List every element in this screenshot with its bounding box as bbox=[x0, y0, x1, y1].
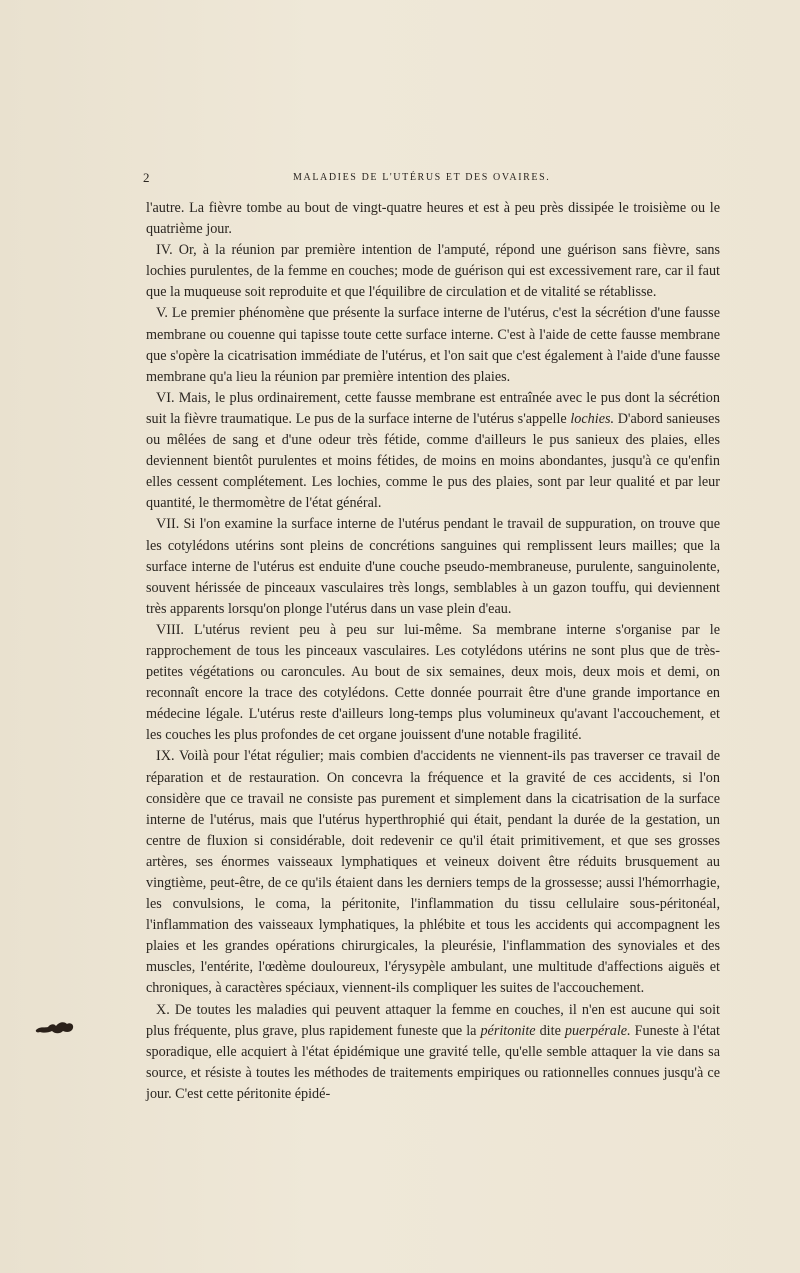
paragraph-x bbox=[146, 1000, 720, 1105]
paragraph-x-text-3: Funeste à l'état sporadique, elle acquiert à l'état épidémique une gravité telle, qu'elle semble attaquer la vie dans sa source, et résiste à toutes les méthodes de traitements empiriques ou rationnelles connues jusqu'à ce jour. C'est cette péritonite épidé- bbox=[146, 1022, 720, 1102]
paragraph-ix: IX. Voilà pour l'état régulier; mais combien d'accidents ne viennent-ils pas traverser ce travail de réparation et de restauration. On concevra la fréquence et la gravité de ces accidents, si l'on considère que ce travail ne consiste pas purement et simplement dans la cicatrisation de la surface interne de l'utérus, mais que l'utérus hyperthrophié qui était, pendant la durée de la gestation, un centre de fluxion si considérable, doit redevenir ce qu'il était primitivement, et que ses grosses artères, ses énormes vaisseaux lymphatiques et veineux doivent être réduits brusquement au vingtième, peut-être, de ce qu'ils étaient dans les derniers temps de la grossesse; aussi l'hémorrhagie, les convulsions, le coma, la péritonite, l'inflammation du tissu cellulaire sous-péritonéal, l'inflammation des vaisseaux lymphatiques, la phlébite et tous les accidents qui accompagnent les plaies et les grandes opérations chirurgicales, la pleurésie, l'inflammation des synoviales et des muscles, l'entérite, l'œdème douloureux, l'érysypèle ambulant, une multitude d'affections aiguës et chroniques, à caractères spéciaux, viennent-ils compliquer les suites de l'accouchement. bbox=[146, 748, 720, 997]
running-head: MALADIES DE L'UTÉRUS ET DES OVAIRES. bbox=[293, 172, 551, 183]
paragraph-x-text-1: X. De toutes les maladies qui peuvent attaquer la femme en couches, il n'en est aucune qui soit plus fréquente, plus grave, plus rapidement funeste que la bbox=[146, 1001, 720, 1039]
page-header bbox=[143, 170, 713, 188]
paragraph-x-italic-peritonite: péritonite bbox=[480, 1022, 536, 1039]
paragraph-continuation: l'autre. La fièvre tombe au bout de vingt-quatre heures et est à peu près dissipée le troisième ou le quatrième jour. bbox=[146, 200, 720, 238]
paragraph-x-italic-puerperale: puerpérale. bbox=[564, 1022, 631, 1039]
paragraph-iv: IV. Or, à la réunion par première intention de l'amputé, répond une guérison sans fièvre, sans lochies purulentes, de la femme en couches; mode de guérison qui est excessivement rare, car il faut que la muqueuse soit reproduite et que l'équilibre de circulation et de vitalité se rétablisse. bbox=[146, 242, 720, 301]
paragraph-vi bbox=[146, 388, 720, 515]
paragraph-vii: VII. Si l'on examine la surface interne de l'utérus pendant le travail de suppuration, on trouve que les cotylédons utérins sont pleins de concrétions sanguines qui remplissent leurs mailles; que la surface interne de l'utérus est enduite d'une couche pseudo-membraneuse, purulente, sanguinolente, souvent hérissée de pinceaux vasculaires très longs, semblables à un gazon touffu, qui deviennent très apparents lorsqu'on plonge l'utérus dans un vase plein d'eau. bbox=[146, 516, 720, 617]
paragraph-vi-text-1: VI. Mais, le plus ordinairement, cette fausse membrane est entraînée avec le pus dont la sécrétion suit la fièvre traumatique. Le pus de la surface interne de l'utérus s'appelle bbox=[146, 389, 720, 427]
body-text bbox=[146, 198, 720, 1105]
paragraph-viii: VIII. L'utérus revient peu à peu sur lui-même. Sa membrane interne s'organise par le rapprochement de tous les pinceaux vasculaires. Les cotylédons utérins ne sont plus que de très-petites végétations ou caroncules. Au bout de six semaines, deux mois, deux mois et demi, on reconnaît encore la trace des cotylédons. Cette donnée pourrait être d'une grande importance en médecine légale. L'utérus reste d'ailleurs long-temps plus volumineux qu'avant l'accouchement, et les couches les plus profondes de cet organe jouissent d'une notable fragilité. bbox=[146, 621, 720, 744]
paragraph-v: V. Le premier phénomène que présente la surface interne de l'utérus, c'est la sécrétion d'une fausse membrane ou couenne qui tapisse toute cette surface interne. C'est à l'aide de cette fausse membrane que s'opère la cicatrisation immédiate de l'utérus, et l'on sait que c'est également à l'aide d'une fausse membrane qu'a lieu la réunion par première intention des plaies. bbox=[146, 305, 720, 385]
paragraph-x-text-2: dite bbox=[535, 1022, 565, 1039]
ink-blot-icon bbox=[34, 1018, 76, 1038]
paragraph-vi-italic-lochies: lochies. bbox=[570, 410, 615, 427]
paragraph-vi-text-2: D'abord sanieuses ou mêlées de sang et d'une odeur très fétide, comme d'ailleurs le pus sanieux des plaies, elles deviennent bientôt purulentes et moins fétides, de moins en moins abondantes, jusqu'à ce qu'enfin elles cessent complétement. Les lochies, comme le pus des plaies, sont par leur qualité et par leur quantité, le thermomètre de l'état général. bbox=[146, 410, 720, 512]
page-number: 2 bbox=[143, 170, 150, 185]
